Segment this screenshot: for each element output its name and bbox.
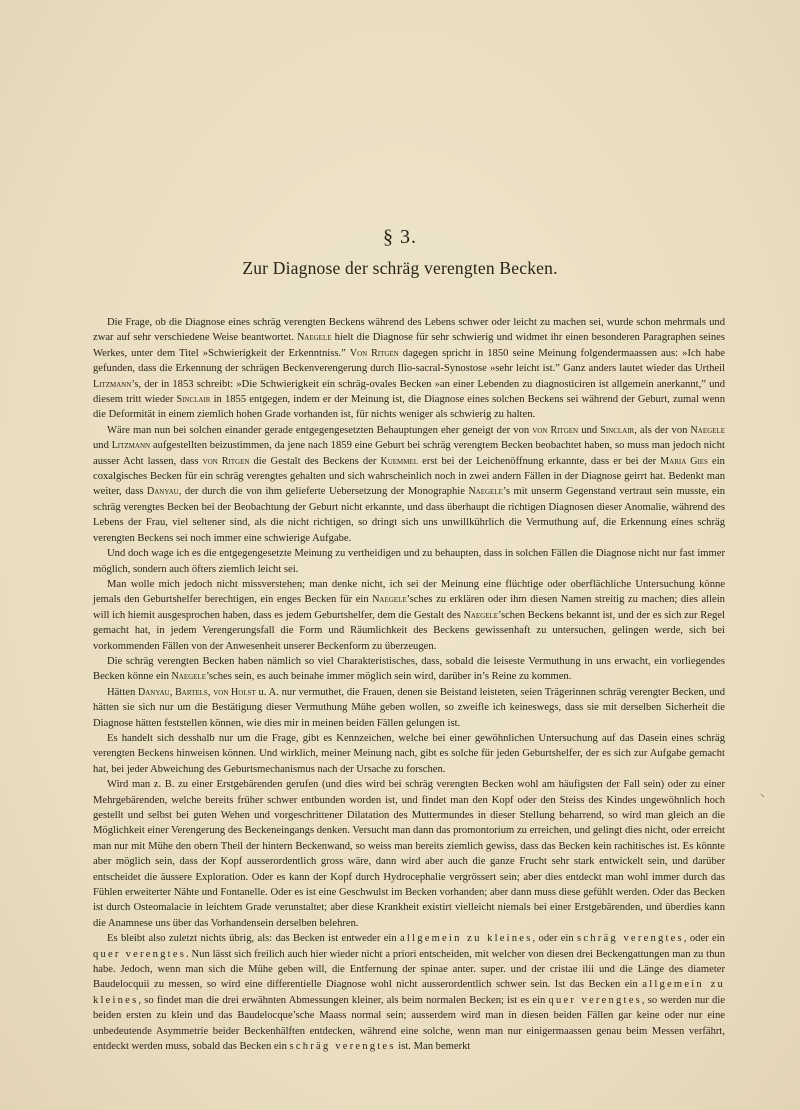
text-run: . Nun lässt sich freilich auch hier wieder nicht a priori entscheiden, mit welcher von diesen drei Beckengattungen man zu thun habe. Jedoch, wenn man sich die Mühe geben will, die Entfernung der spinae anter. super. und der cristae ilii und die Länge des diameter Baudelocquii zu messen, so wird eine differentielle Diagnose wohl nicht ausserordentlich schwer sein. Ist das Becken ein	[93, 948, 725, 991]
text-run: ’s mit unserm Gegenstand vertraut sein musste, ein schräg verengtes Becken bei der Beobachtung der Geburt nicht erkannte, und dass überhaupt die richtigen Diagnosen dieser Anomalie, während des Lebens der Frau, viel seltener sind, als die nicht richtigen, so dringt sich uns unwillkührlich die Vermuthung auf, die Erkennung eines schräg verengten Beckens sei noch immer eine schwierige Aufgabe.	[93, 486, 725, 544]
text-run: u. A. nur vermuthet, die Frauen, denen sie Beistand leisteten, seien Trägerinnen schräg verengter Becken, und hätten sie sich nur um die Bestätigung dieser Vermuthung Mühe geben wollen, so zweifle ich keineswegs, dass sie mit derselben Sicherheit die Diagnose hätten feststellen können, wie dies mir in meinen beiden Fällen gelungen ist.	[93, 686, 726, 729]
spaced-emphasis: quer verengtes	[93, 948, 187, 960]
text-run: Wäre man nun bei solchen einander gerade entgegengesetzten Behauptungen eher geneigt der von	[107, 424, 533, 436]
paragraph	[93, 931, 725, 1054]
person-name: Litzmann	[111, 440, 151, 452]
person-name: Maria Gies	[660, 455, 708, 467]
spaced-emphasis: schräg verengtes	[289, 1041, 396, 1053]
text-run: und	[93, 440, 112, 452]
paragraph	[93, 315, 725, 423]
body-text	[93, 315, 725, 1055]
text-run: ’schen Beckens bekannt ist, und der es sich zur Regel gemacht hat, in jedem Verengerungsfall die Form und Räumlichkeit des Beckens gewissenhaft zu untersuchen, gelingen werde, sich bei vorkommenden Fällen von der Anwesenheit unserer Beckenform zu überzeugen.	[93, 609, 725, 652]
text-run: Die Frage, ob die Diagnose eines schräg verengten Beckens während des Lebens schwer oder leicht zu machen sei, wurde schon mehrmals und zwar auf sehr verschiedene Weise beantwortet.	[93, 317, 725, 344]
text-run: ein coxalgisches Becken für ein schräg verengtes gehalten und sich wahrscheinlich noch in zwei andern Fällen in der Diagnose geirrt hat. Bedenkt man weiter, dass	[93, 455, 725, 498]
text-run: , so werden nur die beiden ersten zu klein und das Baudelocque’sche Maass normal sein; ausserdem wird man in diesen beiden Fällen gar keine oder nur eine unbedeutende Asymmetrie beider Beckenhälften entdecken, während eine solche, wenn man nur einigermaassen genau beim Messen verfährt, entdeckt werden muss, sobald das Becken ein	[93, 994, 725, 1053]
person-name: Kuemmel	[380, 455, 419, 467]
paragraph	[93, 654, 725, 685]
text-run: ’s, der in 1853 schreibt: »Die Schwierigkeit ein schräg-ovales Becken »an einer Lebenden zu diagnosticiren ist allgemein anerkannt,” und diesem tritt wieder	[93, 378, 725, 406]
person-name: von Ritgen	[532, 424, 579, 436]
paragraph	[93, 423, 725, 546]
paragraph	[93, 577, 725, 654]
person-name: Naegele	[463, 609, 499, 621]
person-name: Naegele	[690, 424, 725, 436]
person-name: Naegele	[372, 594, 407, 606]
text-run: Hätten	[107, 686, 138, 698]
person-name: Von Ritgen	[349, 347, 399, 359]
spaced-emphasis: quer verengtes	[548, 994, 642, 1006]
text-run: ,	[169, 686, 176, 698]
text-run: Wird man z. B. zu einer Erstgebärenden gerufen (und dies wird bei schräg verengten Becken wohl am häufigsten der Fall sein) oder zu einer Mehrgebärenden, welche bereits früher schwer entbunden worden ist, und findet man den Kopf oder den Steiss des Kindes ungewöhnlich hoch gestellt und selbst bei guten Wehen und vorgeschrittener Dilatation des Muttermundes in dieser Stellung beharrend, so wird man gleich an die Möglichkeit einer Verengerung des Beckeneingangs denken. Versucht man dann das promontorium zu erreichen, und gelingt dies nicht, oder erreicht man nur mit Mühe den obern Theil der hintern Beckenwand, so weiss man bereits ziemlich gewiss, dass das Becken kein rachitisches ist. Es könnte aber möglich sein, dass der Kopf ausserordentlich gross wäre, dann wird aber auch die ganze Frucht sehr stark entwickelt sein, und darüber entscheidet die äussere Exploration. Oder es kann der Kopf durch Hydrocephalie vergrössert sein; aber dies entdeckt man wohl immer durch das Fühlen erweiterter Nähte und Fontanelle. Oder es ist eine Geschwulst im Becken vorhanden; aber dann muss diese gefühlt werden. Oder das Becken ist durch Osteomalacie in leichtem Grade verunstaltet; aber diese Krankheit existirt vielleicht niemals bei einer Erstgebärenden, und überdies kann die Anamnese uns über das Vorhandensein derselben belehren.	[93, 779, 725, 929]
text-run: die Gestalt des Beckens der	[249, 455, 381, 467]
chapter-title: Zur Diagnose der schräg verengten Becken.	[242, 258, 558, 278]
section-number: § 3.	[383, 226, 417, 248]
margin-mark: ⸌	[760, 792, 765, 802]
text-run: , oder ein	[683, 933, 725, 945]
text-run: ’sches zu erklären oder ihm diesen Namen streitig zu machen; dies allein will ich hiemit ausgesprochen haben, dass es jedem Geburtshelfer, dem die Gestalt des	[93, 594, 725, 621]
person-name: von Holst	[213, 686, 256, 698]
person-name: Danyau	[147, 486, 179, 498]
text-run: ist. Man bemerkt	[395, 1041, 471, 1053]
paragraph	[93, 777, 725, 931]
person-name: Danyau	[137, 686, 170, 698]
text-run: , oder ein	[532, 933, 578, 945]
person-name: Naegele	[468, 486, 503, 498]
person-name: Sinclair	[176, 394, 211, 406]
paragraph	[93, 685, 725, 731]
text-run: in 1855 entgegen, indem er der Meinung ist, die Diagnose eines solchen Beckens sei während der Geburt, zumal wenn die Deformität in einem ziemlich hohen Grade vorhanden ist, für nichts weniger als schwierig zu halten.	[93, 394, 725, 421]
text-run: Es bleibt also zuletzt nichts übrig, als: das Becken ist entweder ein	[107, 933, 401, 945]
spaced-emphasis: allgemein zu kleines	[93, 979, 725, 1006]
text-run: ,	[207, 686, 214, 698]
person-name: Naegele	[171, 671, 206, 683]
text-run: dagegen spricht in 1850 seine Meinung folgendermaassen aus: »Ich habe gefunden, dass die Erkennung der schrägen Beckenverengerung durch Ilio-sacral-Synostose »sehr leicht ist.” Ganz anders lautet wieder das Urtheil	[93, 347, 726, 375]
text-run: , als der von	[634, 424, 691, 436]
text-run: erst bei der Leichenöffnung erkannte, dass er bei der	[418, 455, 661, 467]
text-run: Die schräg verengten Becken haben nämlich so viel Charakteristisches, dass, sobald die leiseste Vermuthung in uns erwacht, ein vorliegendes Becken könne ein	[93, 655, 725, 683]
person-name: Sinclair	[600, 424, 635, 436]
paragraph	[93, 546, 725, 577]
text-run: und	[578, 424, 601, 436]
text-run: , so findet man die drei erwähnten Abmessungen kleiner, als beim normalen Becken; ist es ein	[138, 994, 549, 1006]
paragraph	[93, 731, 725, 777]
spaced-emphasis: schräg verengtes	[577, 933, 684, 945]
text-run: ’sches sein, es auch beinahe immer möglich sein wird, darüber in’s Reine zu kommen.	[205, 671, 572, 683]
text-run: Und doch wage ich es die entgegengesetzte Meinung zu vertheidigen und zu behaupten, dass in solchen Fällen die Diagnose nicht nur fast immer möglich, sondern auch öfters ziemlich leicht sei.	[93, 548, 725, 575]
text-run: Man wolle mich jedoch nicht missverstehen; man denke nicht, ich sei der Meinung eine flüchtige oder oberflächliche Untersuchung könne jemals den Geburtshelfer berechtigen, ein enges Becken für ein	[93, 578, 725, 606]
person-name: Bartels	[175, 686, 208, 698]
text-run: , der durch die von ihm gelieferte Uebersetzung der Monographie	[178, 486, 469, 498]
person-name: von Ritgen	[202, 455, 250, 467]
spaced-emphasis: allgemein zu kleines	[400, 933, 533, 945]
person-name: Naegele	[297, 332, 332, 344]
text-run: Es handelt sich desshalb nur um die Frage, gibt es Kennzeichen, welche bei einer gewöhnlichen Untersuchung auf das Dasein eines schräg verengten Beckens hinweisen können. Und wirklich, meiner Meinung nach, gibt es solche für jeden Geburtshelfer, der es sich zur Aufgabe gemacht hat, bei jeder Abweichung des Geburtsmechanismus nach der Ursache zu forschen.	[93, 732, 725, 775]
text-run: hielt die Diagnose für sehr schwierig und widmet ihr einen besonderen Paragraphen seines Werkes, unter dem Titel »Schwierigkeit der Erkenntniss.”	[93, 332, 725, 359]
text-run: aufgestellten beizustimmen, da jene nach 1859 eine Geburt bei schräg verengtem Becken beobachtet haben, so muss man jedoch nicht ausser Acht lassen, dass	[93, 440, 725, 467]
person-name: Litzmann	[93, 378, 132, 390]
